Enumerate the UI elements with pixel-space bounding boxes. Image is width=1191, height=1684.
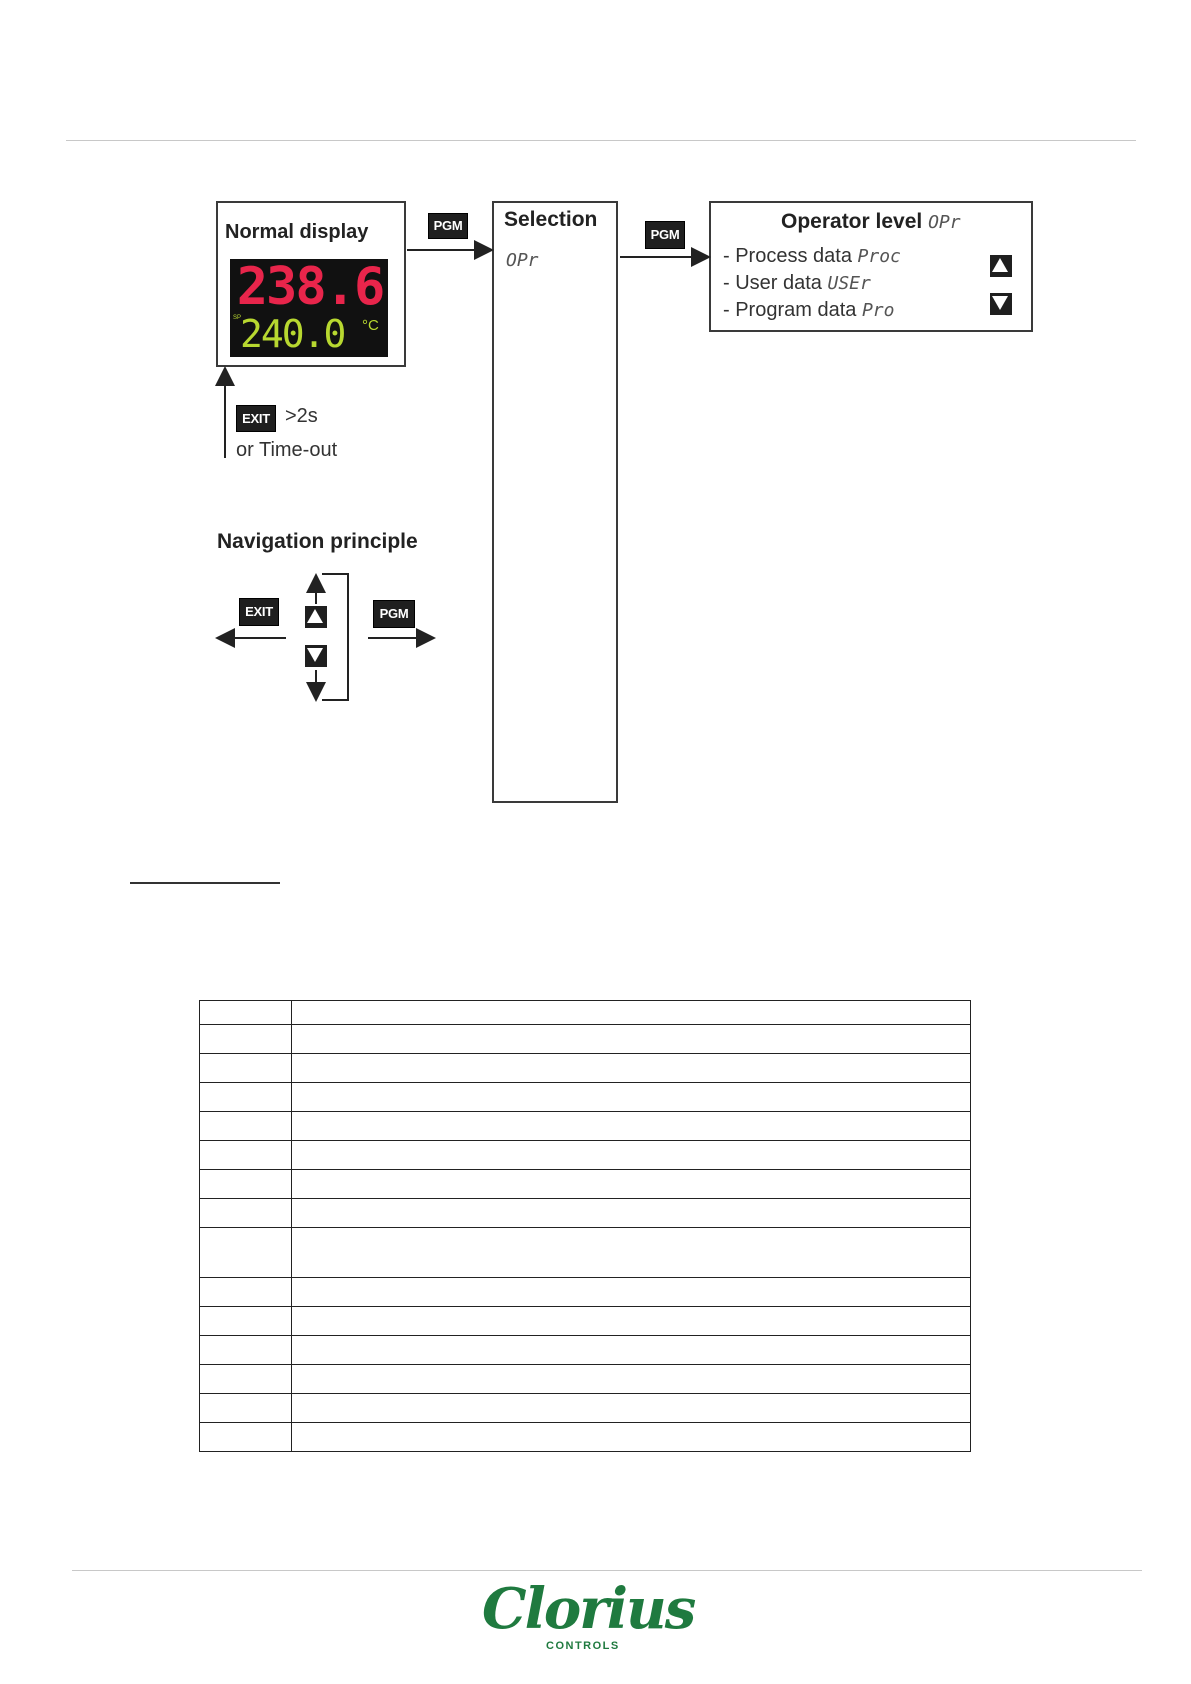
pgm-key-1: PGM: [428, 213, 468, 239]
logo-subtitle: CONTROLS: [546, 1640, 620, 1652]
table-cell: [292, 1054, 971, 1083]
table-cell: [200, 1394, 292, 1423]
process-value-readout: 238.6: [236, 257, 384, 317]
table-cell: [200, 1336, 292, 1365]
table-cell: [292, 1278, 971, 1307]
table-cell: [200, 1423, 292, 1452]
parameter-table: [199, 1000, 971, 1452]
pgm-key-2: PGM: [645, 221, 685, 249]
table-cell: [200, 1001, 292, 1025]
table-cell: [292, 1423, 971, 1452]
operator-level-title-text: Operator level: [781, 210, 923, 233]
operator-level-item-label: - Program data: [723, 299, 857, 321]
table-cell: [292, 1365, 971, 1394]
table-cell: [292, 1336, 971, 1365]
pgm-key-3: PGM: [373, 600, 415, 628]
nav-bracket: [322, 574, 348, 700]
table-cell: [200, 1228, 292, 1278]
table-row: [200, 1112, 971, 1141]
table-cell: [200, 1278, 292, 1307]
navigation-arrows: [0, 560, 460, 710]
table-row: [200, 1170, 971, 1199]
table-row: [200, 1141, 971, 1170]
table-row: [200, 1054, 971, 1083]
table-cell: [200, 1141, 292, 1170]
table-cell: [200, 1054, 292, 1083]
table-cell: [200, 1170, 292, 1199]
setpoint-marker: SP: [233, 315, 242, 321]
unit-label: °C: [362, 317, 379, 334]
table-row: [200, 1423, 971, 1452]
selection-item-opr: OPr: [506, 250, 539, 271]
operator-level-item-code: Proc: [857, 246, 901, 267]
table-cell: [292, 1199, 971, 1228]
logo-wordmark: Clorius: [482, 1576, 695, 1642]
table-row: [200, 1025, 971, 1054]
table-cell: [200, 1199, 292, 1228]
selection-title: Selection: [504, 208, 598, 231]
table-cell: [292, 1307, 971, 1336]
table-cell: [200, 1307, 292, 1336]
table-row: [200, 1278, 971, 1307]
setpoint-value-readout: 240.0: [240, 312, 345, 356]
operator-level-item-label: - Process data: [723, 245, 852, 267]
table-cell: [292, 1228, 971, 1278]
table-row: [200, 1365, 971, 1394]
exit-duration: >2s: [285, 405, 318, 427]
exit-timeout: or Time-out: [236, 439, 338, 461]
table-cell: [200, 1112, 292, 1141]
table-cell: [292, 1083, 971, 1112]
operator-level-item-code: USEr: [827, 273, 871, 294]
exit-key-1: EXIT: [236, 405, 276, 432]
footer-divider: [72, 1570, 1142, 1571]
operator-level-code: OPr: [928, 212, 961, 233]
clorius-logo: [480, 1576, 695, 1668]
table-cell: [200, 1083, 292, 1112]
table-cell: [292, 1394, 971, 1423]
operator-level-item-label: - User data: [723, 272, 822, 294]
table-cell: [200, 1365, 292, 1394]
exit-key-2: EXIT: [239, 598, 279, 626]
table-row: [200, 1307, 971, 1336]
table-cell: [292, 1025, 971, 1054]
table-cell: [292, 1170, 971, 1199]
operator-level-item-code: Pro: [861, 300, 895, 321]
table-row: [200, 1083, 971, 1112]
table-row: [200, 1228, 971, 1278]
table-row: [200, 1199, 971, 1228]
table-row: [200, 1336, 971, 1365]
table-cell: [200, 1025, 292, 1054]
normal-display-title: Normal display: [225, 221, 369, 243]
section-underline: [130, 882, 280, 884]
table-cell: [292, 1141, 971, 1170]
navigation-title: Navigation principle: [217, 530, 418, 553]
table-cell: [292, 1001, 971, 1025]
table-cell: [292, 1112, 971, 1141]
table-row: [200, 1394, 971, 1423]
table-row: [200, 1001, 971, 1025]
